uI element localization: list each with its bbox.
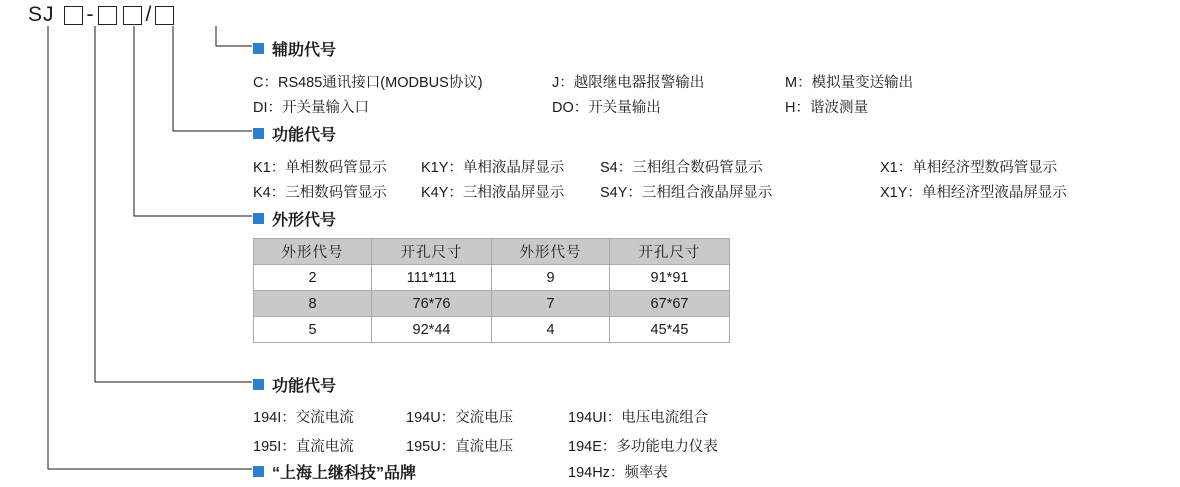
- table-cell: 92*44: [372, 317, 492, 343]
- aux-row1-col3: M：模拟量变送输出: [785, 75, 914, 91]
- shape-size-table: [253, 238, 730, 343]
- funcdisp-row1-col1: K1：单相数码管显示: [253, 160, 387, 176]
- table-cell: 4: [492, 317, 610, 343]
- section-title-brand: “上海上继科技”品牌: [272, 465, 417, 482]
- section-title-func-display: 功能代号: [272, 127, 337, 144]
- section-heading-func-display: [253, 122, 336, 145]
- bullet-square-icon: [253, 379, 264, 390]
- funcdisp-row1-col2: K1Y：单相液晶屏显示: [421, 160, 565, 176]
- table-cell: 9: [492, 265, 610, 291]
- functype-row1-col2: 194U：交流电压: [406, 410, 514, 426]
- table-cell: 7: [492, 291, 610, 317]
- aux-row1-col1: C：RS485通讯接口(MODBUS协议): [253, 75, 483, 91]
- table-header-cell: 开孔尺寸: [610, 239, 730, 265]
- funcdisp-row1-col3: S4：三相组合数码管显示: [600, 160, 763, 176]
- table-cell: 67*67: [610, 291, 730, 317]
- table-row: [254, 317, 730, 343]
- section-heading-aux: [253, 37, 336, 60]
- funcdisp-row2-col1: K4：三相数码管显示: [253, 185, 387, 201]
- functype-row1-col3: 194UI：电压电流组合: [568, 410, 709, 426]
- aux-row1-col2: J：越限继电器报警输出: [552, 75, 705, 91]
- model-box-4: [155, 6, 174, 25]
- funcdisp-row2-col3: S4Y：三相组合液晶屏显示: [600, 185, 773, 201]
- table-header-cell: 外形代号: [492, 239, 610, 265]
- table-header-row: [254, 239, 730, 265]
- model-box-2: [98, 6, 117, 25]
- model-prefix: SJ: [28, 3, 55, 26]
- table-cell: 91*91: [610, 265, 730, 291]
- funcdisp-row2-col2: K4Y：三相液晶屏显示: [421, 185, 565, 201]
- section-title-aux: 辅助代号: [272, 42, 337, 59]
- section-heading-shape: [253, 207, 336, 230]
- table-row: [254, 291, 730, 317]
- bullet-square-icon: [253, 128, 264, 139]
- table-cell: 5: [254, 317, 372, 343]
- aux-row2-col3: H：谐波测量: [785, 100, 868, 116]
- model-box-3: [123, 6, 142, 25]
- functype-row2-col3: 194E：多功能电力仪表: [568, 439, 718, 455]
- funcdisp-row1-col4: X1：单相经济型数码管显示: [880, 160, 1058, 176]
- bullet-square-icon: [253, 43, 264, 54]
- model-separator-slash: /: [145, 3, 152, 26]
- section-heading-func-type: [253, 373, 336, 396]
- funcdisp-row2-col4: X1Y：单相经济型液晶屏显示: [880, 185, 1067, 201]
- table-header-cell: 开孔尺寸: [372, 239, 492, 265]
- model-separator-dash: -: [86, 3, 94, 26]
- table-cell: 2: [254, 265, 372, 291]
- bullet-square-icon: [253, 213, 264, 224]
- table-cell: 8: [254, 291, 372, 317]
- functype-row2-col2: 195U：直流电压: [406, 439, 514, 455]
- table-row: [254, 265, 730, 291]
- aux-row2-col1: DI：开关量输入口: [253, 100, 369, 116]
- section-title-shape: 外形代号: [272, 212, 337, 229]
- bullet-square-icon: [253, 466, 264, 477]
- model-code-line: [28, 2, 177, 28]
- table-cell: 76*76: [372, 291, 492, 317]
- table-cell: 45*45: [610, 317, 730, 343]
- functype-row3-col3: 194Hz：频率表: [568, 465, 668, 481]
- functype-row2-col1: 195I：直流电流: [253, 439, 354, 455]
- table-cell: 111*111: [372, 265, 492, 291]
- model-box-1: [64, 6, 83, 25]
- aux-row2-col2: DO：开关量输出: [552, 100, 661, 116]
- functype-row1-col1: 194I：交流电流: [253, 410, 354, 426]
- section-heading-brand: [253, 460, 416, 483]
- table-header-cell: 外形代号: [254, 239, 372, 265]
- section-title-func-type: 功能代号: [272, 378, 337, 395]
